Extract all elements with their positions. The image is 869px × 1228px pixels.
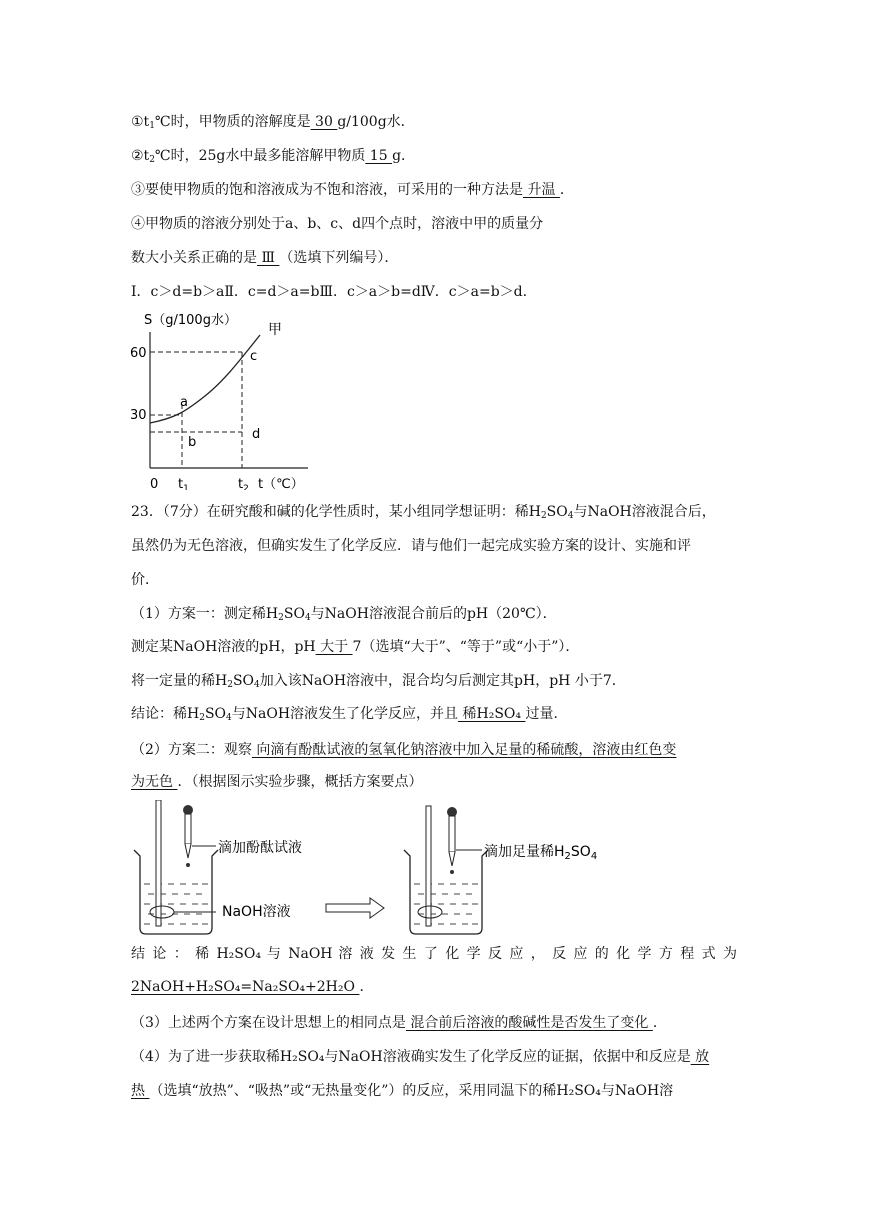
beaker-1 xyxy=(134,800,218,934)
point-a: a xyxy=(180,395,188,410)
tick-60: 60 xyxy=(130,346,147,361)
solubility-curve xyxy=(150,335,260,423)
plan-2-conclusion: 结 论 ： 稀 H₂SO₄ 与 NaOH 溶 液 发 生 了 化 学 反 应 ， 反 应 的 化 学 方 程 式 为 xyxy=(131,946,737,962)
curve-label: 甲 xyxy=(268,322,282,338)
q22-line-1: $①t_1℃$时，甲物质的溶解度是 30 g/100g水． xyxy=(131,114,415,131)
q23-intro-1: 23．（7分）在研究酸和碱的化学性质时，某小组同学想证明：稀$H_2SO_4$与NaOH溶液混合后， xyxy=(131,504,716,521)
x-axis-label: t（℃） xyxy=(258,477,304,490)
answer-blank: 大于 xyxy=(315,639,353,655)
answer-blank: 30 xyxy=(310,114,338,130)
experiment-figure xyxy=(130,800,650,940)
plan-1-title: （1）方案一：测定稀$H_2SO_4$与NaOH溶液混合前后的pH（20℃）． xyxy=(131,606,557,623)
label-add-phenolphthalein: 滴加酚酞试液 xyxy=(218,840,302,856)
beaker-2 xyxy=(404,806,488,934)
tick-t2: $t_2$ xyxy=(238,477,249,490)
point-d: d xyxy=(252,427,261,442)
plan-1-step-2: 将一定量的稀$H_2SO_4$加入该NaOH溶液中，混合均匀后测定其pH，pH 小于7． xyxy=(131,673,626,690)
q22-line-2: $②t_2℃$时，25g水中最多能溶解甲物质 15 g． xyxy=(131,148,416,165)
tick-t1: $t_1$ xyxy=(178,477,189,490)
q22-line-5: 数大小关系正确的是 Ⅲ （选填下列编号）． xyxy=(131,250,399,266)
q23-intro-2: 虽然仍为无色溶液，但确实发生了化学反应．请与他们一起完成实验方案的设计、实施和评 xyxy=(131,538,691,554)
section-3: （3）上述两个方案在设计思想上的相同点是 混合前后溶液的酸碱性是否发生了变化 ． xyxy=(131,1015,667,1031)
answer-blank: 热 xyxy=(131,1083,150,1099)
plan-1-conclusion: 结论：稀$H_2SO_4$与NaOH溶液发生了化学反应，并且 稀H₂SO₄ 过量． xyxy=(131,706,568,723)
plan-2-line-1: （2）方案二：观察 向滴有酚酞试液的氢氧化钠溶液中加入足量的稀硫酸，溶液由红色变 xyxy=(131,742,677,758)
section-4-line-2: 热 （选填“放热”、“吸热”或“无热量变化”）的反应，采用同温下的稀H₂SO₄与NaOH溶 xyxy=(131,1083,674,1099)
y-axis-label: S（g/100g水） xyxy=(144,313,237,328)
q23-intro-3: 价． xyxy=(131,572,159,588)
chemical-equation: 2NaOH+H₂SO₄=Na₂SO₄+2H₂O ． xyxy=(131,979,374,995)
answer-blank: 放 xyxy=(690,1049,710,1065)
arrow-icon xyxy=(326,898,384,918)
answer-blank: 稀H₂SO₄ xyxy=(458,706,526,722)
point-b: b xyxy=(188,435,197,450)
answer-blank: 为无色 xyxy=(131,774,178,790)
q22-line-3: ③要使甲物质的饱和溶液成为不饱和溶液，可采用的一种方法是 升温 ． xyxy=(131,182,574,198)
origin-label: 0 xyxy=(150,477,159,490)
answer-blank: 15 xyxy=(365,148,393,164)
point-c: c xyxy=(250,349,258,364)
label-add-sulfuric-acid: 滴加足量稀$H_2SO_4$ xyxy=(484,844,598,862)
q22-line-4: ④甲物质的溶液分别处于a、b、c、d四个点时，溶液中甲的质量分 xyxy=(131,216,544,232)
answer-blank: 升温 xyxy=(523,182,560,198)
q22-options: Ⅰ．c＞d=b＞aⅡ．c=d＞a=bⅢ．c＞a＞b=dⅣ．c＞a=b＞d. xyxy=(131,284,528,300)
answer-blank: Ⅲ xyxy=(257,250,280,266)
answer-blank: 混合前后溶液的酸碱性是否发生了变化 xyxy=(405,1015,653,1031)
label-naoh-solution: NaOH溶液 xyxy=(222,904,291,920)
plan-1-step-1: 测定某NaOH溶液的pH，pH 大于 7（选填“大于”、“等于”或“小于”）． xyxy=(131,639,580,655)
solubility-graph xyxy=(130,310,310,490)
answer-blank: 2NaOH+H₂SO₄=Na₂SO₄+2H₂O xyxy=(131,979,360,995)
tick-30: 30 xyxy=(130,408,147,423)
answer-blank: 向滴有酚酞试液的氢氧化钠溶液中加入足量的稀硫酸，溶液由红色变 xyxy=(251,742,677,758)
section-4-line-1: （4）为了进一步获取稀H₂SO₄与NaOH溶液确实发生了化学反应的证据，依据中和反应是 放 xyxy=(131,1049,710,1065)
plan-2-line-2: 为无色 ．（根据图示实验步骤，概括方案要点） xyxy=(131,774,423,790)
